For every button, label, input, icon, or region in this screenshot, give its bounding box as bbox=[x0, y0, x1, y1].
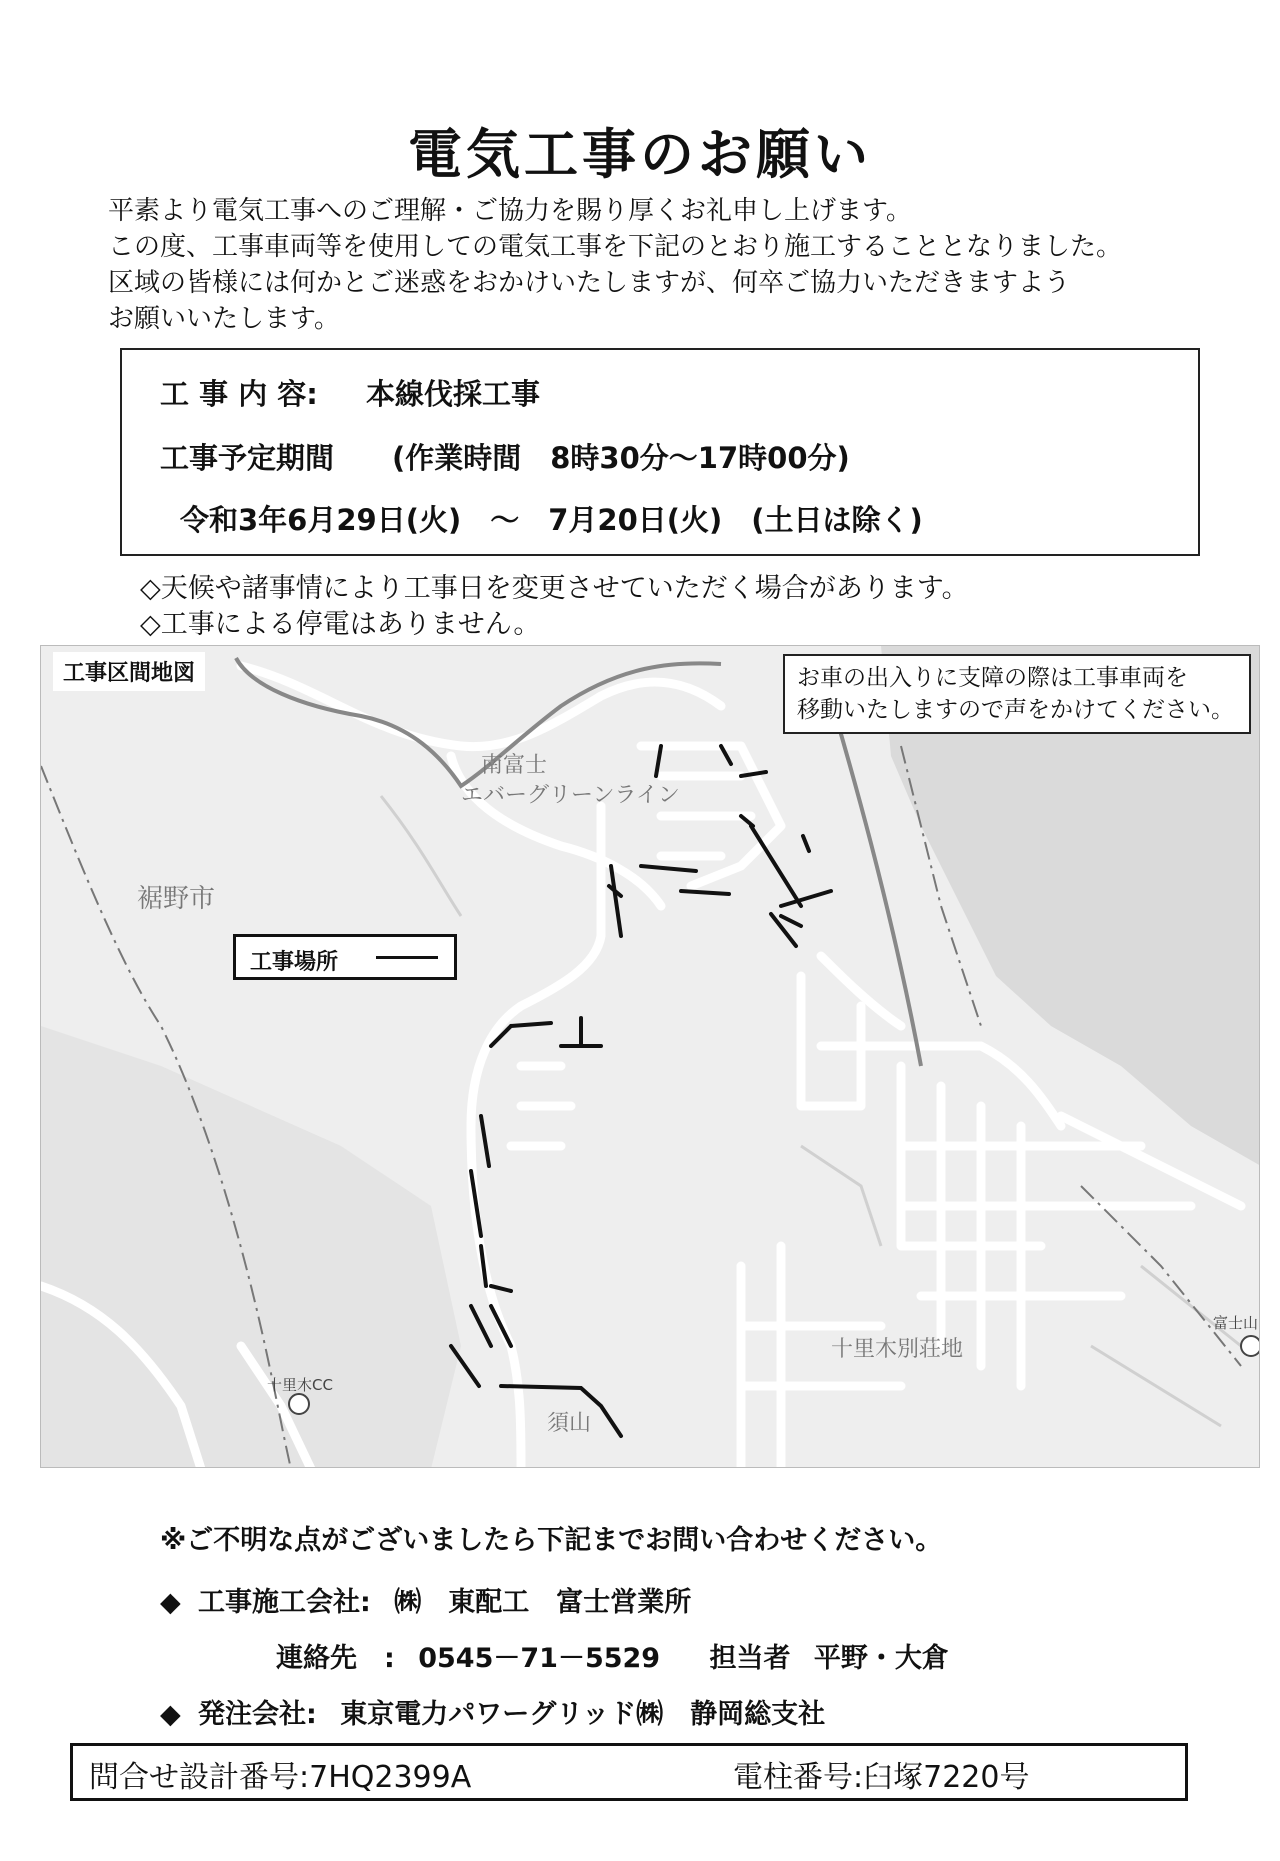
work-period-label: 工事予定期間 bbox=[160, 441, 335, 475]
contractor-line bbox=[160, 1580, 691, 1619]
intro-line-4: お願いいたします。 bbox=[108, 304, 340, 334]
map-label: 工事区間地図 bbox=[53, 652, 205, 691]
place-suyama: 須山 bbox=[547, 1411, 592, 1436]
design-number: 問合せ設計番号:7HQ2399A bbox=[89, 1760, 472, 1795]
intro-line-3: 区域の皆様には何かとご迷惑をおかけいたしますが、何卒ご協力いただきますよう bbox=[108, 268, 1071, 298]
page-title: 電気工事のお願い bbox=[408, 123, 872, 186]
contact-line bbox=[276, 1636, 949, 1675]
map-graphic bbox=[41, 646, 1260, 1468]
legend-line-sample bbox=[376, 956, 438, 959]
work-dates: 令和3年6月29日(火) ～ 7月20日(火) (土日は除く) bbox=[180, 503, 923, 537]
work-hours: (作業時間 8時30分～17時00分) bbox=[392, 441, 850, 475]
work-area-map bbox=[40, 645, 1260, 1468]
place-minamifuji: 南富士 bbox=[481, 753, 548, 778]
map-callout bbox=[783, 654, 1251, 734]
diamond-bullet-icon: ◆ bbox=[160, 1587, 181, 1618]
map-callout-line-2: 移動いたしますので声をかけてください。 bbox=[797, 697, 1234, 723]
legend-label: 工事場所 bbox=[250, 950, 339, 975]
inquiry-note: ※ご不明な点がございましたら下記までお問い合わせください。 bbox=[160, 1525, 943, 1556]
map-legend bbox=[233, 934, 457, 980]
golf-course-icon bbox=[289, 1394, 309, 1414]
orderer-line bbox=[160, 1692, 825, 1731]
place-susono: 裾野市 bbox=[137, 884, 216, 914]
intro-line-2: この度、工事車両等を使用しての電気工事を下記のとおり施工することとなりました。 bbox=[108, 232, 1123, 262]
fujisan-marker-icon bbox=[1241, 1336, 1260, 1356]
pole-number: 電柱番号:臼塚7220号 bbox=[733, 1760, 1030, 1795]
contact-label: 連絡先 : bbox=[276, 1643, 395, 1674]
diamond-bullet-icon: ◆ bbox=[160, 1699, 181, 1730]
orderer-name: 東京電力パワーグリッド㈱ 静岡総支社 bbox=[340, 1699, 826, 1730]
place-jurigi-cc: 十里木CC bbox=[267, 1376, 333, 1394]
orderer-label: 発注会社: bbox=[198, 1699, 317, 1730]
map-callout-line-1: お車の出入りに支障の際は工事車両を bbox=[797, 665, 1188, 691]
work-details-box bbox=[120, 348, 1200, 556]
place-jurigi-bessochi: 十里木別荘地 bbox=[831, 1337, 964, 1362]
contractor-label: 工事施工会社: bbox=[198, 1587, 371, 1618]
work-content-value: 本線伐採工事 bbox=[366, 377, 541, 411]
contact-person-label: 担当者 bbox=[709, 1643, 791, 1674]
place-fujisan: 富士山 bbox=[1213, 1314, 1259, 1332]
work-content-label: 工 事 内 容: bbox=[160, 377, 318, 411]
place-evergreen-line: エバーグリーンライン bbox=[461, 783, 680, 808]
note-no-outage: ◇工事による停電はありません。 bbox=[140, 609, 541, 640]
note-schedule-change: ◇天候や諸事情により工事日を変更させていただく場合があります。 bbox=[140, 573, 969, 604]
contractor-name: ㈱ 東配工 富士営業所 bbox=[394, 1587, 692, 1618]
intro-line-1: 平素より電気工事へのご理解・ご協力を賜り厚くお礼申し上げます。 bbox=[108, 196, 912, 226]
footer-box bbox=[70, 1743, 1188, 1801]
contact-phone[interactable]: 0545－71－5529 bbox=[418, 1643, 661, 1674]
contact-persons: 平野・大倉 bbox=[813, 1643, 949, 1674]
